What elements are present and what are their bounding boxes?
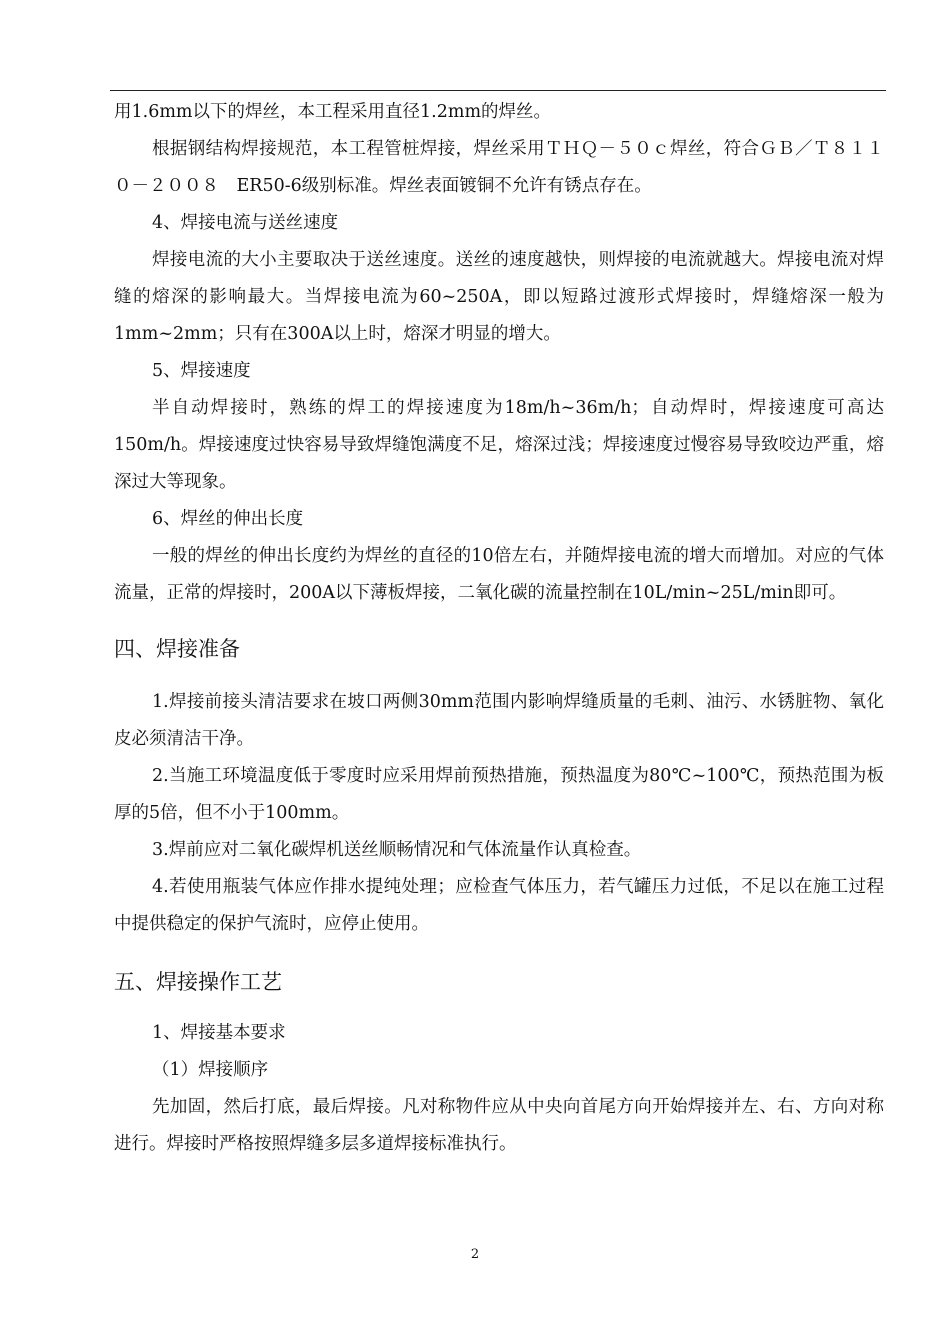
current-heading: 4、焊接电流与送丝速度 (152, 213, 339, 233)
current-paragraph: 焊接电流的大小主要取决于送丝速度。送丝的速度越快，则焊接的电流就越大。焊接电流对焊缝的熔深的影响最大。当焊接电流为60~250A，即以短路过渡形式焊接时，焊缝熔深一般为1mm~2mm；只有在300A以上时，熔深才明显的增大。 (114, 250, 884, 344)
section-heading-preparation: 四、焊接准备 (114, 637, 240, 661)
wire-spec-paragraph: 根据钢结构焊接规范，本工程管桩焊接，焊丝采用ＴＨＱ－５０ｃ焊丝，符合ＧＢ／Ｔ８１１０－２００８ ER50-6级别标准。焊丝表面镀铜不允许有锈点存在。 (114, 139, 884, 196)
speed-paragraph: 半自动焊接时，熟练的焊工的焊接速度为18m/h~36m/h；自动焊时，焊接速度可高达150m/h。焊接速度过快容易导致焊缝饱满度不足，熔深过浅；焊接速度过慢容易导致咬边严重，熔深过大等现象。 (114, 398, 884, 492)
basic-requirements-heading: 1、焊接基本要求 (152, 1023, 286, 1043)
stickout-paragraph: 一般的焊丝的伸出长度约为焊丝的直径的10倍左右，并随焊接电流的增大而增加。对应的气体流量，正常的焊接时，200A以下薄板焊接，二氧化碳的流量控制在10L/min~25L/min即可。 (114, 546, 884, 603)
speed-heading: 5、焊接速度 (152, 361, 251, 381)
prep-item-3: 3.焊前应对二氧化碳焊机送丝顺畅情况和气体流量作认真检查。 (152, 840, 642, 860)
document-page (114, 94, 884, 1163)
page-number: 2 (470, 1247, 480, 1262)
header-rule (110, 90, 886, 91)
stickout-heading: 6、焊丝的伸出长度 (152, 509, 304, 529)
welding-sequence-paragraph: 先加固，然后打底，最后焊接。凡对称物件应从中央向首尾方向开始焊接并左、右、方向对称进行。焊接时严格按照焊缝多层多道焊接标准执行。 (114, 1097, 884, 1154)
section-heading-operation: 五、焊接操作工艺 (114, 970, 282, 994)
continued-paragraph: 用1.6mm以下的焊丝，本工程采用直径1.2mm的焊丝。 (114, 102, 552, 122)
prep-item-2: 2.当施工环境温度低于零度时应采用焊前预热措施，预热温度为80℃~100℃，预热范围为板厚的5倍，但不小于100mm。 (114, 766, 884, 823)
welding-sequence-heading: （1）焊接顺序 (152, 1060, 269, 1080)
prep-item-1: 1.焊接前接头清洁要求在坡口两侧30mm范围内影响焊缝质量的毛刺、油污、水锈脏物、氧化皮必须清洁干净。 (114, 692, 884, 749)
prep-item-4: 4.若使用瓶装气体应作排水提纯处理；应检查气体压力，若气罐压力过低，不足以在施工过程中提供稳定的保护气流时，应停止使用。 (114, 877, 884, 934)
